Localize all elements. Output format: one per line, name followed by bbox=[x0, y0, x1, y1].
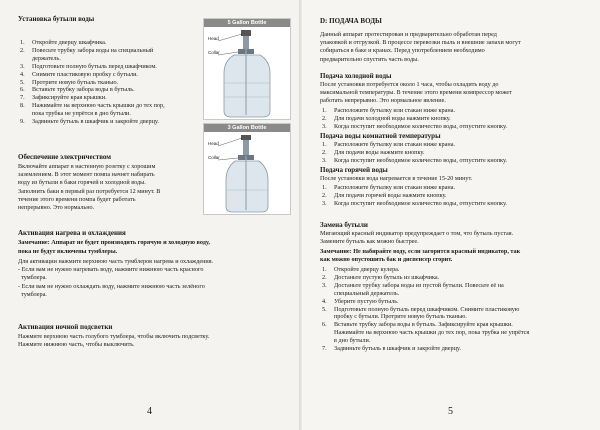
list-item bbox=[320, 149, 590, 157]
label-collar-3gal: Collar bbox=[208, 155, 220, 160]
list-item-text: специальный держатель. bbox=[334, 289, 400, 297]
list-item-number: 3. bbox=[322, 199, 327, 207]
text-line: Замечание: Не набирайте воду, если загорится красный индикатор, так bbox=[320, 248, 521, 255]
list-item-text: Когда поступит необходимое количество воды, отпустите кнопку. bbox=[334, 199, 507, 207]
list-item-text: Достаньте пустую бутыль из шкафчика. bbox=[334, 273, 440, 281]
text-line: Заполнить баки в первый раз потребуется 12 минут. В bbox=[18, 187, 161, 195]
list-item-text: Повесьте трубку забора воды на специальный bbox=[32, 46, 154, 54]
list-item bbox=[18, 86, 198, 94]
cold-water-paragraph bbox=[320, 81, 590, 106]
list-item-number: 3. bbox=[20, 62, 25, 70]
heading-water-supply: D: ПОДАЧА ВОДЫ bbox=[320, 17, 382, 25]
list-item-number: 1. bbox=[322, 107, 327, 114]
bottle-image-5gal-title: 5 Gallon Bottle bbox=[204, 19, 290, 27]
list-item-text: Уберите пустую бутыль. bbox=[334, 297, 399, 305]
list-item bbox=[18, 110, 198, 118]
bottle-replace-paragraph bbox=[320, 230, 590, 246]
heading-nightlight: Активация ночной подсветки bbox=[18, 323, 113, 331]
list-item-text: Задвиньте бутыль в шкафчик и закройте дверцу. bbox=[32, 118, 159, 126]
list-item-text: Когда поступит необходимое количество воды, отпустите кнопку. bbox=[334, 122, 507, 130]
text-line: как можно опустошить бак и диспенсер сгорит. bbox=[320, 256, 453, 264]
heat-cool-warning: Замечание: Аппарат не будет производить горячую и холодную воду, bbox=[18, 239, 210, 246]
list-item-number: 4. bbox=[322, 297, 327, 305]
list-item-number: 4. bbox=[20, 70, 25, 78]
list-item bbox=[320, 329, 590, 337]
list-item-number: 2. bbox=[322, 114, 327, 122]
list-item-number: 5. bbox=[322, 305, 327, 313]
text-line: воду из бутыли в баки горячей и холодной воды. bbox=[18, 179, 146, 187]
list-item-text: Расположите бутылку или стакан ниже крана. bbox=[334, 107, 455, 114]
list-item bbox=[320, 192, 590, 200]
list-item-text: Расположите бутылку или стакан ниже крана. bbox=[334, 184, 455, 191]
list-item bbox=[18, 71, 198, 79]
bottle-image-3gal-title: 3 Gallon Bottle bbox=[204, 124, 290, 132]
list-item bbox=[320, 282, 590, 290]
heading-bottle-replace: Замена бутыли bbox=[320, 221, 368, 229]
list-item bbox=[320, 107, 590, 115]
list-item-text: Когда поступит необходимое количество воды, отпустите кнопку. bbox=[334, 156, 507, 164]
list-item bbox=[320, 123, 590, 131]
text-line: Включайте аппарат в настенную розетку с хорошим bbox=[18, 163, 156, 170]
page-right bbox=[302, 0, 600, 430]
text-line: тумблера. bbox=[18, 274, 47, 282]
heading-power: Обеспечение электричеством bbox=[18, 153, 112, 161]
list-item-number: 3. bbox=[322, 281, 327, 289]
list-item-text: Зафиксируйте края крышки. bbox=[32, 94, 107, 102]
list-item-text: Для подачи горячей воды нажмите кнопку. bbox=[334, 191, 447, 199]
text-line: работать непрерывно. Это нормальное явление. bbox=[320, 97, 446, 105]
bottle-replace-warning bbox=[320, 248, 590, 264]
list-item-text: в дно бутыли. bbox=[334, 337, 371, 345]
list-item-text: Задвиньте бутыль в шкафчик и закройте дверцу. bbox=[334, 345, 461, 353]
list-item bbox=[320, 141, 590, 149]
list-item-number: 3. bbox=[322, 156, 327, 164]
list-item-number: 7. bbox=[322, 345, 327, 353]
list-item-text: пробку с бутыли. Протрите новую бутыль тканью. bbox=[334, 313, 467, 321]
list-item-text: Подготовьте полную бутыль перед шкафчиком. Снимите пластиковую bbox=[334, 305, 520, 313]
list-item-number: 5. bbox=[20, 78, 25, 86]
bottle-replace-steps bbox=[320, 266, 590, 353]
text-line: максимальной температуры. В течение этого времени компрессор может bbox=[320, 89, 512, 97]
list-item-text: Нажимайте на верхнюю часть крышки до тех пор, bbox=[32, 102, 165, 110]
list-item bbox=[18, 102, 198, 110]
text-line: заземлением. В этот момент помпа начнет набирать bbox=[18, 171, 155, 179]
list-item-number: 9. bbox=[20, 118, 25, 126]
list-item-text: пока трубка не упрётся в дно бутыли. bbox=[32, 110, 131, 118]
list-item-text: Откройте дверцу кулера. bbox=[334, 266, 400, 273]
bottle-image-5gal bbox=[203, 18, 291, 120]
text-line: Для активации нажмите верхнюю часть тумблеров нагрева и охлаждения. bbox=[18, 258, 214, 265]
list-item bbox=[320, 298, 590, 306]
list-item-number: 1. bbox=[322, 141, 327, 148]
text-line: Нажмите верхнюю часть голубого тумблера, чтобы включить подсветку. bbox=[18, 333, 210, 340]
list-item-number: 1. bbox=[20, 39, 25, 46]
list-item bbox=[320, 321, 590, 329]
list-item-number: 6. bbox=[20, 86, 25, 94]
list-item bbox=[18, 63, 198, 71]
text-line: - Если вам не нужно охлаждать воду, нажмите нижнюю часть зелёного bbox=[18, 282, 205, 290]
text-line: Данный аппарат протестирован и предварительно обработан перед bbox=[320, 31, 497, 38]
list-item-number: 2. bbox=[322, 273, 327, 281]
nightlight-paragraph bbox=[18, 333, 290, 349]
list-item-number: 2. bbox=[322, 148, 327, 156]
room-water-steps bbox=[320, 141, 590, 165]
list-item bbox=[320, 306, 590, 314]
heading-cold-water: Подача холодной воды bbox=[320, 72, 392, 80]
list-item-text: Для подачи холодной воды нажмите кнопку. bbox=[334, 114, 451, 122]
list-item bbox=[18, 118, 198, 126]
list-item-text: Расположите бутылку или стакан ниже крана. bbox=[334, 141, 455, 148]
page-number-right: 5 bbox=[448, 406, 453, 417]
text-line: - Если вам не нужно нагревать воду, нажмите нижнюю часть красного bbox=[18, 266, 204, 274]
text-line: Мигающий красный индикатор предупреждает о том, что бутыль пустая. bbox=[320, 230, 514, 237]
hot-water-paragraph: После установки вода нагревается в течение 15-20 минут. bbox=[320, 175, 473, 182]
list-item-number: 2. bbox=[322, 191, 327, 199]
install-steps-list bbox=[18, 39, 198, 126]
list-item-text: Для подачи воды нажмите кнопку. bbox=[334, 148, 425, 156]
text-line: тумблера. bbox=[18, 290, 47, 298]
list-item bbox=[18, 94, 198, 102]
power-paragraph bbox=[18, 163, 198, 212]
list-item bbox=[320, 200, 590, 208]
heat-cool-paragraph bbox=[18, 258, 290, 299]
list-item-number: 1. bbox=[322, 184, 327, 191]
list-item-text: Достаньте трубку забора воды из пустой бутыли. Повесьте её на bbox=[334, 281, 504, 289]
hot-water-steps bbox=[320, 184, 590, 208]
list-item-text: Протрите новую бутыль тканью. bbox=[32, 78, 119, 86]
text-line: упаковкой и отгрузкой. В процессе перевозки пыль и внешние запахи могут bbox=[320, 39, 521, 47]
list-item-text: Откройте дверцу шкафчика. bbox=[32, 39, 107, 46]
list-item-text: Вставьте трубку забора воды в бутыль. bbox=[32, 86, 135, 94]
cold-water-steps bbox=[320, 107, 590, 131]
text-line: предварительно спустить часть воды. bbox=[320, 55, 419, 63]
list-item bbox=[320, 157, 590, 165]
list-item bbox=[18, 79, 198, 87]
list-item-number: 6. bbox=[322, 321, 327, 329]
heading-room-water: Подача воды комнатной температуры bbox=[320, 132, 441, 140]
text-line: После установки потребуется около 1 часа, чтобы охладить воду до bbox=[320, 81, 499, 88]
heading-heat-cool: Активация нагрева и охлаждения bbox=[18, 229, 126, 237]
list-item-number: 2. bbox=[20, 46, 25, 54]
list-item bbox=[320, 115, 590, 123]
list-item bbox=[18, 39, 198, 47]
list-item-number: 1. bbox=[322, 266, 327, 273]
list-item bbox=[320, 337, 590, 345]
text-line: Нажмите нижнюю часть, чтобы выключить. bbox=[18, 341, 135, 349]
list-item-number: 8. bbox=[20, 102, 25, 110]
bottle-image-3gal bbox=[203, 123, 291, 215]
list-item bbox=[320, 184, 590, 192]
list-item bbox=[320, 345, 590, 353]
label-head-3gal: Head bbox=[208, 141, 219, 146]
list-item-text: Нажимайте на верхнюю часть крышки до тех пор, пока трубка не упрётся bbox=[334, 329, 530, 337]
list-item bbox=[320, 266, 590, 274]
list-item bbox=[18, 55, 198, 63]
page-number-left: 4 bbox=[147, 406, 152, 417]
heading-bottle-install: Установка бутыли воды bbox=[18, 15, 95, 23]
list-item bbox=[320, 313, 590, 321]
list-item-text: держатель. bbox=[32, 54, 61, 62]
label-collar-5gal: Collar bbox=[208, 50, 220, 55]
heat-cool-warning-cont: пока не будут включены тумблеры. bbox=[18, 248, 118, 255]
list-item bbox=[18, 47, 198, 55]
label-head-5gal: Head bbox=[208, 36, 219, 41]
heading-hot-water: Подача горячей воды bbox=[320, 166, 388, 174]
supply-intro-paragraph bbox=[320, 31, 590, 64]
list-item-number: 3. bbox=[322, 122, 327, 130]
text-line: течение этого времени помпа будет работать bbox=[18, 195, 136, 203]
text-line: непрерывно. Это нормально. bbox=[18, 204, 95, 212]
list-item bbox=[320, 290, 590, 298]
list-item-text: Снимите пластиковую пробку с бутыли. bbox=[32, 70, 138, 78]
list-item-number: 7. bbox=[20, 94, 25, 102]
text-line: собираться в баке и кранах. Перед употреблением необходимо bbox=[320, 47, 485, 55]
list-item-text: Вставьте трубку забора воды в бутыль. Зафиксируйте края крышки. bbox=[334, 321, 513, 329]
text-line: Замените бутыль как можно быстрее. bbox=[320, 238, 419, 246]
list-item bbox=[320, 274, 590, 282]
list-item-text: Подготовьте полную бутыль перед шкафчиком. bbox=[32, 62, 157, 70]
